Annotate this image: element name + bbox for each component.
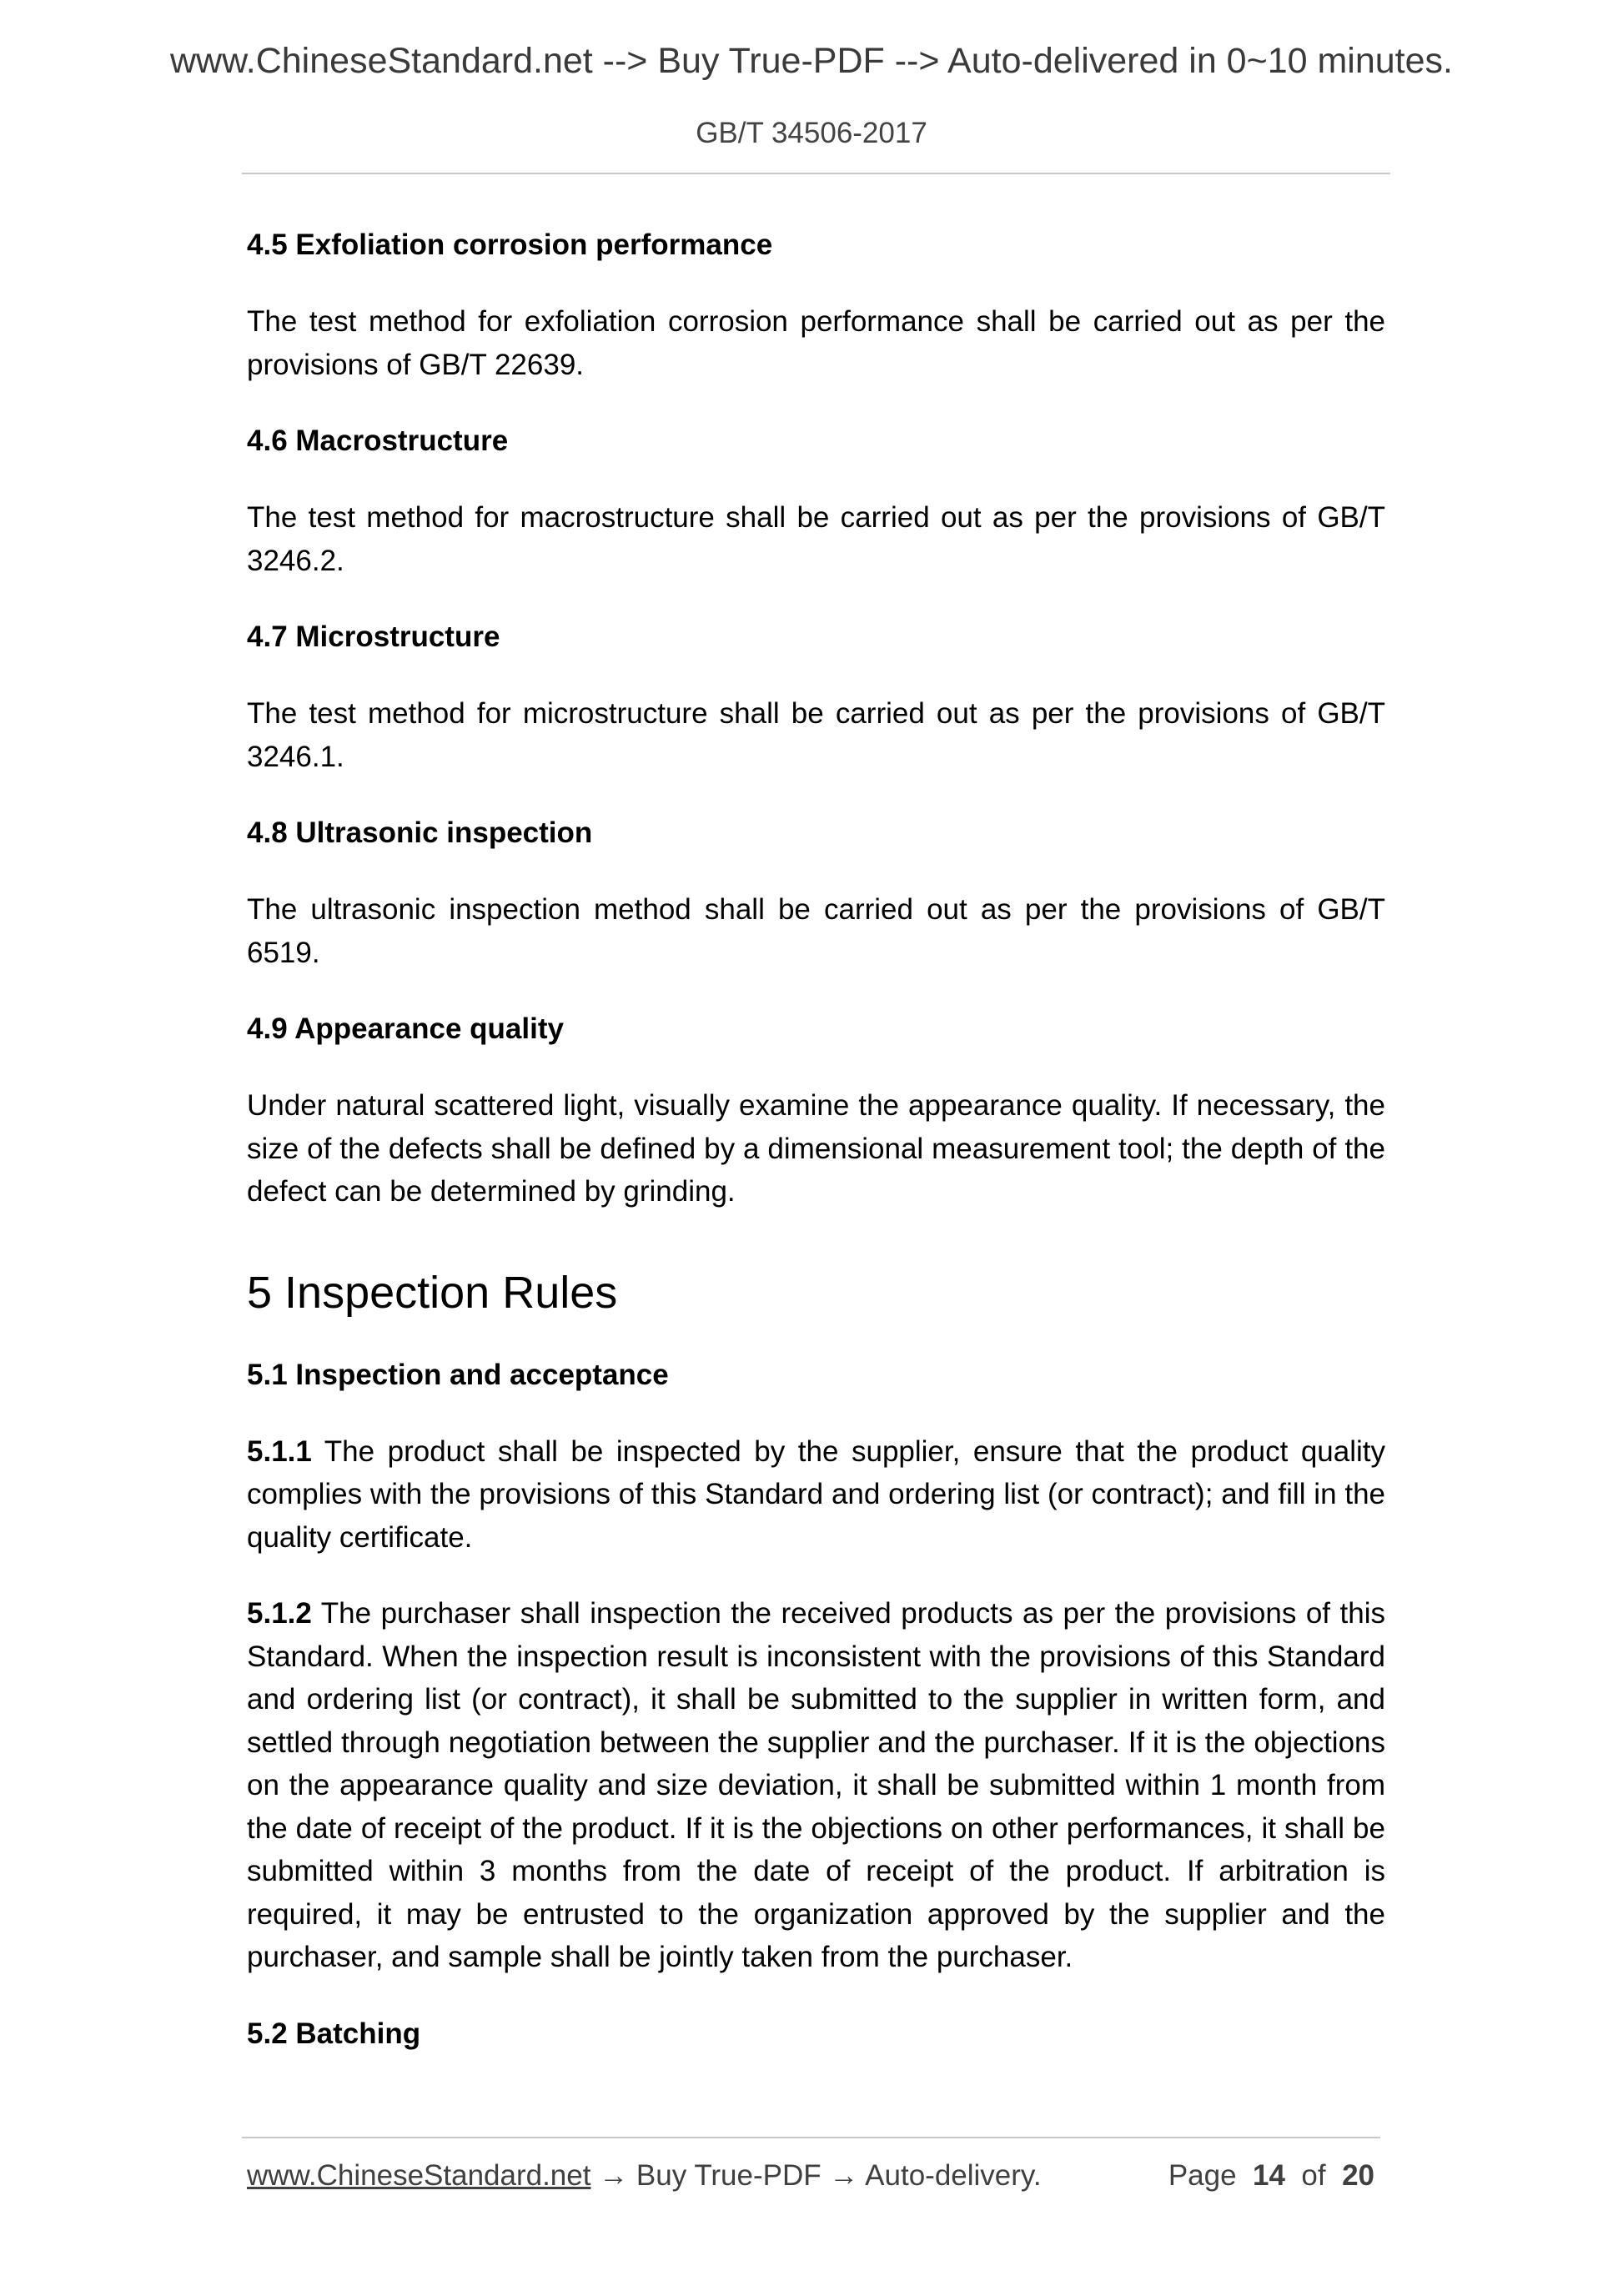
header-divider xyxy=(242,173,1390,174)
total-pages: 20 xyxy=(1342,2159,1374,2192)
paragraph-4-5: The test method for exfoliation corrosion performance shall be carried out as per the provisions of GB/T 22639. xyxy=(247,305,1385,381)
page-label: Page xyxy=(1168,2159,1237,2192)
document-body xyxy=(247,224,1385,2089)
page-number: 14 xyxy=(1253,2159,1285,2192)
standard-code: GB/T 34506-2017 xyxy=(696,117,927,149)
heading-4-6: 4.6 Macrostructure xyxy=(247,425,509,457)
footer-divider xyxy=(242,2137,1380,2138)
paragraph-5-1-2 xyxy=(247,1592,1385,1979)
paragraph-5-1-1 xyxy=(247,1430,1385,1560)
paragraph-4-8: The ultrasonic inspection method shall be carried out as per the provisions of GB/T 6519. xyxy=(247,893,1385,969)
clause-number-5-1-1: 5.1.1 xyxy=(247,1434,312,1468)
footer-tagline: → Buy True-PDF → Auto-delivery. xyxy=(590,2159,1042,2192)
heading-4-8: 4.8 Ultrasonic inspection xyxy=(247,816,593,849)
heading-4-7: 4.7 Microstructure xyxy=(247,620,500,653)
paragraph-4-9: Under natural scattered light, visually examine the appearance quality. If necessary, the size of the defects shall be defined by a dimensional measurement tool; the depth of the defect can be determined by grinding. xyxy=(247,1089,1385,1208)
paragraph-4-6: The test method for macrostructure shall be carried out as per the provisions of GB/T 3246.2. xyxy=(247,501,1385,577)
heading-4-9: 4.9 Appearance quality xyxy=(247,1012,564,1045)
footer-site-link[interactable]: www.ChineseStandard.net xyxy=(247,2159,591,2192)
clause-text-5-1-1: The product shall be inspected by the supplier, ensure that the product quality complies with the provisions of this Standard and ordering list (or contract); and fill in the quality certificate. xyxy=(247,1434,1385,1554)
heading-4-5: 4.5 Exfoliation corrosion performance xyxy=(247,229,773,261)
chapter-heading-5: 5 Inspection Rules xyxy=(247,1267,618,1318)
clause-text-5-1-2: The purchaser shall inspection the received products as per the provisions of this Standard. When the inspection result is inconsistent with the provisions of this Standard and ordering list (or contract), it shall be submitted to the supplier in written form, and settled through negotiation between the supplier and the purchaser. If it is the objections on the appearance quality and size deviation, it shall be submitted within 1 month from the date of receipt of the product. If it is the objections on other performances, it shall be submitted within 3 months from the date of receipt of the product. If arbitration is required, it may be entrusted to the organization approved by the supplier and the purchaser, and sample shall be jointly taken from the purchaser. xyxy=(247,1597,1386,1973)
page-footer xyxy=(247,2157,1381,2195)
paragraph-4-7: The test method for microstructure shall be carried out as per the provisions of GB/T 3246.1. xyxy=(247,697,1385,773)
heading-5-2: 5.2 Batching xyxy=(247,2017,421,2050)
site-banner: www.ChineseStandard.net --> Buy True-PDF --> Auto-delivered in 0~10 minutes. xyxy=(169,41,1453,81)
of-label: of xyxy=(1301,2159,1326,2192)
heading-5-1: 5.1 Inspection and acceptance xyxy=(247,1358,669,1391)
clause-number-5-1-2: 5.1.2 xyxy=(247,1597,312,1630)
page-indicator xyxy=(1168,2157,1374,2195)
